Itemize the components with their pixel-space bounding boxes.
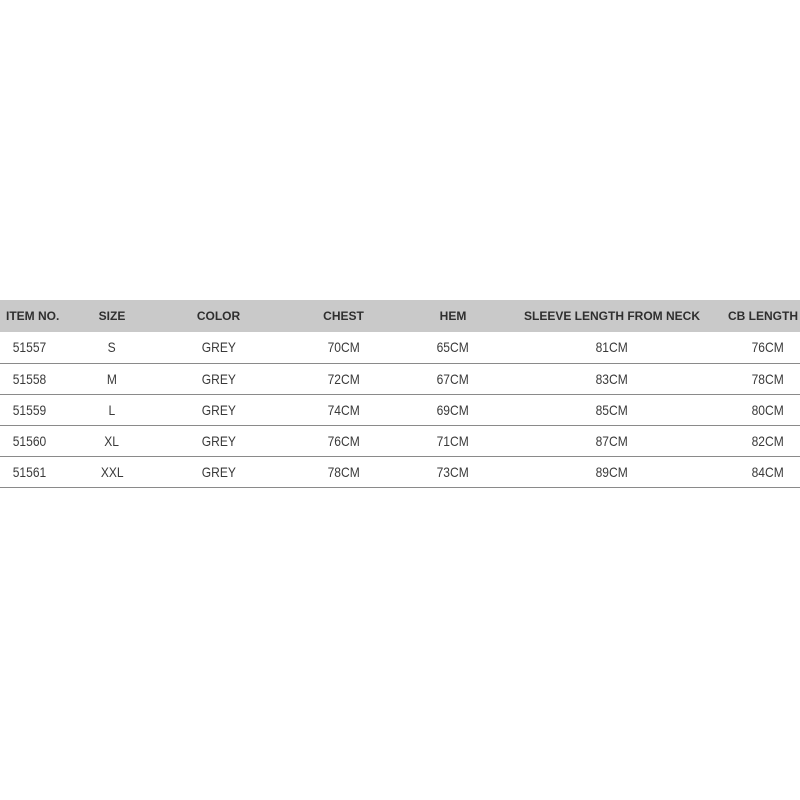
cell-color: GREY [201, 432, 236, 449]
cell-cb-length: 80CM [751, 401, 784, 418]
cell-sleeve-length: 89CM [595, 463, 629, 480]
table-row [0, 456, 800, 487]
cell-size: L [108, 401, 116, 418]
cell-chest: 76CM [327, 432, 360, 449]
table-row [0, 394, 800, 425]
size-chart-table [0, 300, 800, 488]
cell-color: GREY [201, 370, 236, 387]
cell-sleeve-length: 83CM [595, 370, 629, 387]
cell-color: GREY [201, 401, 236, 418]
cell-sleeve-length: 81CM [595, 339, 629, 356]
cell-sleeve-length: 87CM [595, 432, 629, 449]
header-cb-length: CB LENGTH [728, 309, 798, 323]
cell-size: XL [104, 432, 120, 449]
cell-hem: 67CM [436, 370, 470, 387]
header-hem: HEM [439, 309, 467, 323]
table-row [0, 363, 800, 394]
table-header [0, 300, 800, 332]
cell-item-no: 51558 [12, 370, 47, 387]
table-row [0, 332, 800, 363]
cell-hem: 65CM [436, 339, 470, 356]
cell-chest: 72CM [327, 370, 360, 387]
cell-item-no: 51561 [12, 463, 47, 480]
cell-chest: 70CM [327, 339, 360, 356]
cell-chest: 74CM [327, 401, 360, 418]
cell-item-no: 51559 [12, 401, 47, 418]
header-chest: CHEST [323, 309, 364, 323]
cell-chest: 78CM [327, 463, 360, 480]
cell-cb-length: 82CM [751, 432, 784, 449]
cell-hem: 71CM [436, 432, 470, 449]
cell-sleeve-length: 85CM [595, 401, 629, 418]
cell-size: S [107, 339, 117, 356]
cell-color: GREY [201, 339, 236, 356]
cell-cb-length: 78CM [751, 370, 784, 387]
header-size: SIZE [98, 309, 126, 323]
cell-cb-length: 76CM [751, 339, 784, 356]
table-row [0, 425, 800, 456]
cell-color: GREY [201, 463, 236, 480]
header-row [0, 300, 800, 332]
cell-hem: 73CM [436, 463, 470, 480]
cell-item-no: 51560 [12, 432, 47, 449]
header-color: COLOR [196, 309, 241, 323]
cell-cb-length: 84CM [751, 463, 784, 480]
header-item-no: ITEM NO. [6, 309, 60, 323]
header-sleeve-length: SLEEVE LENGTH FROM NECK [523, 309, 700, 323]
cell-item-no: 51557 [12, 339, 47, 356]
cell-size: M [106, 370, 118, 387]
cell-hem: 69CM [436, 401, 470, 418]
table-body [0, 332, 800, 487]
cell-size: XXL [100, 463, 124, 480]
